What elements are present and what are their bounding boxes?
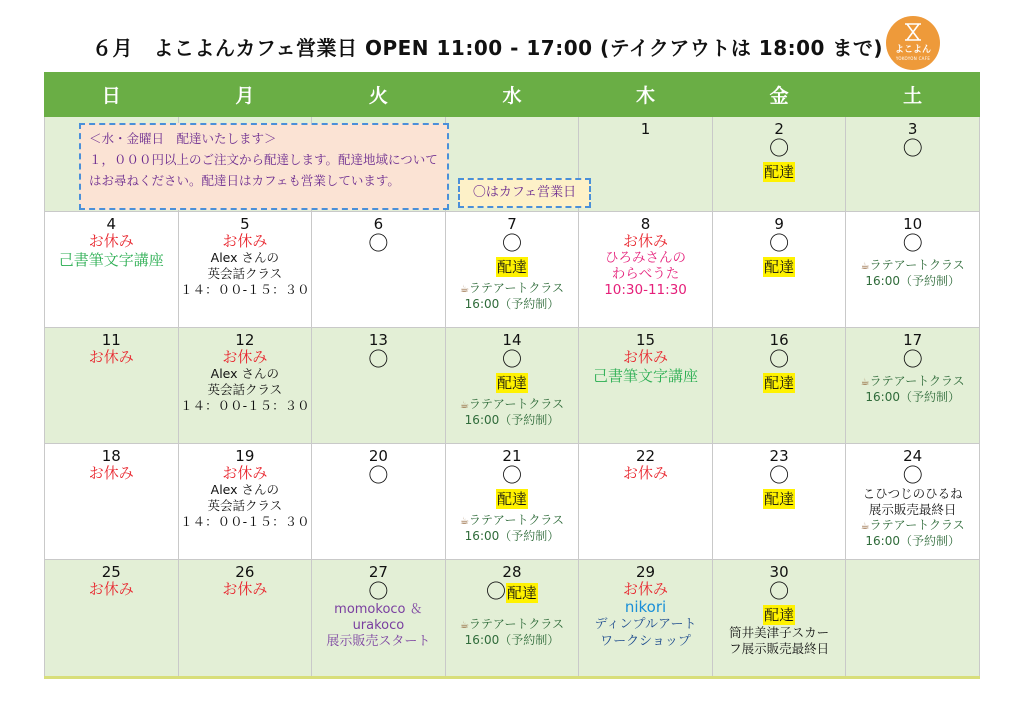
- day-cell-7: [445, 212, 579, 328]
- delivery-badge: 配達: [496, 490, 527, 508]
- english-class-line-1: Alex さんの: [210, 366, 280, 381]
- day-cell-19: [178, 444, 312, 560]
- delivery-notice: [79, 123, 449, 210]
- latte-cup-icon: ☕: [459, 400, 469, 411]
- day-number: 10: [903, 215, 923, 233]
- latte-art-time: 16:00（予約制）: [464, 297, 560, 311]
- day-number: 20: [368, 447, 388, 465]
- day-number: 17: [903, 331, 923, 349]
- open-mark: 〇: [368, 463, 389, 487]
- closed-label: お休み: [222, 464, 268, 482]
- weekday-tue: 火: [312, 73, 446, 117]
- workshop-line-3: ワークショップ: [600, 634, 691, 649]
- latte-art-time: 16:00（予約制）: [865, 390, 960, 404]
- latte-art-title: ラテアートクラス: [468, 513, 564, 527]
- day-cell-22: [579, 444, 713, 560]
- day-number: 24: [903, 447, 923, 465]
- closed-label: お休み: [88, 348, 134, 366]
- open-mark: 〇: [485, 579, 506, 603]
- delivery-badge: 配達: [496, 258, 527, 276]
- day-cell-23: [712, 444, 846, 560]
- day-cell-26: [178, 560, 312, 678]
- latte-cup-icon: ☕: [459, 284, 469, 295]
- delivery-badge: 配達: [764, 374, 795, 392]
- closed-label: お休み: [623, 232, 669, 250]
- open-mark: 〇: [769, 463, 790, 487]
- day-cell-18: [45, 444, 179, 560]
- exhibition-line-2: 展示販売最終日: [868, 502, 957, 517]
- open-mark: 〇: [368, 231, 389, 255]
- day-number: 22: [635, 447, 656, 465]
- latte-cup-icon: ☕: [860, 261, 870, 272]
- day-cell-13: [312, 328, 446, 444]
- day-number: 13: [368, 331, 388, 349]
- latte-art-class: [446, 617, 579, 633]
- english-class-line-1: Alex さんの: [210, 250, 280, 265]
- english-class-time: １４：００-１５：３０: [180, 398, 310, 413]
- weekday-thu: 木: [579, 73, 713, 117]
- closed-label: お休み: [623, 348, 669, 366]
- day-cell-24: [846, 444, 980, 560]
- calligraphy-event: 己書筆文字講座: [58, 251, 164, 269]
- english-class-time: １４：００-１５：３０: [180, 282, 310, 297]
- legend-box: 〇はカフェ営業日: [458, 178, 591, 208]
- day-cell-30: [712, 560, 846, 678]
- english-class-line-2: 英会話クラス: [207, 266, 283, 281]
- day-cell-11: [45, 328, 179, 444]
- english-class-time: １４：００-１５：３０: [180, 514, 310, 529]
- open-mark: 〇: [501, 231, 522, 255]
- open-mark: 〇: [902, 136, 923, 160]
- latte-art-title: ラテアートクラス: [468, 397, 564, 411]
- open-mark: 〇: [769, 347, 790, 371]
- latte-art-class: [846, 374, 979, 390]
- latte-cup-icon: ☕: [860, 377, 870, 388]
- exhibition-line-1: こひつじのひるね: [862, 486, 963, 501]
- day-cell-20: [312, 444, 446, 560]
- weekday-sun: 日: [45, 73, 179, 117]
- exhibition-line-1: 筒井美津子スカー: [729, 625, 830, 640]
- day-number: 7: [507, 215, 517, 233]
- open-mark: 〇: [501, 347, 522, 371]
- day-cell-2: [712, 117, 846, 212]
- open-mark: 〇: [769, 136, 790, 160]
- closed-label: お休み: [88, 580, 134, 598]
- day-number: 2: [774, 120, 784, 138]
- latte-art-class: [446, 397, 579, 413]
- day-cell-17: [846, 328, 980, 444]
- day-number: 5: [240, 215, 250, 233]
- day-number: 28: [502, 563, 522, 581]
- warabeuta-time: 10:30-11:30: [604, 282, 687, 298]
- day-cell-5: [178, 212, 312, 328]
- day-cell-12: [178, 328, 312, 444]
- latte-art-class: [446, 513, 579, 529]
- closed-label: お休み: [222, 232, 268, 250]
- weekday-header-row: [45, 73, 980, 117]
- open-mark: 〇: [501, 463, 522, 487]
- exhibition-line-2: urakoco: [352, 618, 405, 633]
- day-number: 14: [502, 331, 522, 349]
- day-number: 19: [235, 447, 255, 465]
- english-class-line-2: 英会話クラス: [207, 498, 283, 513]
- exhibition-line-2: フ展示販売最終日: [729, 641, 830, 656]
- week-row-3: [45, 328, 980, 444]
- day-cell-8: [579, 212, 713, 328]
- week-row-4: [45, 444, 980, 560]
- open-mark: 〇: [368, 579, 389, 603]
- delivery-badge: 配達: [764, 606, 795, 624]
- day-cell-28: [445, 560, 579, 678]
- workshop-line-2: ディンプルアート: [594, 617, 697, 632]
- day-number: 30: [769, 563, 789, 581]
- day-cell-6: [312, 212, 446, 328]
- open-mark: 〇: [902, 463, 923, 487]
- latte-art-time: 16:00（予約制）: [464, 529, 560, 543]
- day-cell-empty: [846, 560, 980, 678]
- day-number: 9: [774, 215, 784, 233]
- day-number: 1: [640, 120, 651, 138]
- day-number: 15: [635, 331, 656, 349]
- day-cell-14: [445, 328, 579, 444]
- day-number: 3: [907, 120, 918, 138]
- english-class-line-2: 英会話クラス: [207, 382, 283, 397]
- open-mark: 〇: [902, 231, 923, 255]
- day-cell-10: [846, 212, 980, 328]
- day-number: 23: [769, 447, 789, 465]
- delivery-badge: 配達: [496, 374, 527, 392]
- delivery-badge: 配達: [764, 490, 795, 508]
- latte-art-time: 16:00（予約制）: [865, 274, 960, 288]
- page-title: ６月 よこよんカフェ営業日 OPEN 11:00 - 17:00 (テイクアウトは 18:00 まで): [92, 36, 884, 60]
- latte-art-title: ラテアートクラス: [468, 617, 564, 631]
- open-mark: 〇: [769, 231, 790, 255]
- latte-art-class: [846, 518, 979, 534]
- day-number: 11: [101, 331, 121, 349]
- day-cell-29: [579, 560, 713, 678]
- day-number: 29: [635, 563, 656, 581]
- day-cell-9: [712, 212, 846, 328]
- hourglass-icon: [903, 23, 923, 41]
- notice-body: １，０００円以上のご注文から配達します。配達地域についてはお尋ねください。配達日はカフェも営業しています。: [89, 152, 438, 188]
- day-cell-21: [445, 444, 579, 560]
- day-number: 18: [101, 447, 121, 465]
- closed-label: お休み: [222, 580, 268, 598]
- open-mark: 〇: [368, 347, 389, 371]
- latte-art-title: ラテアートクラス: [869, 258, 965, 272]
- notice-heading: ＜水・金曜日 配達いたします＞: [89, 131, 277, 146]
- latte-art-title: ラテアートクラス: [869, 374, 965, 388]
- latte-art-title: ラテアートクラス: [869, 518, 965, 532]
- weekday-mon: 月: [178, 73, 312, 117]
- latte-cup-icon: ☕: [860, 521, 870, 532]
- day-number: 6: [373, 215, 384, 233]
- closed-label: お休み: [88, 464, 134, 482]
- day-number: 16: [769, 331, 789, 349]
- weekday-wed: 水: [445, 73, 579, 117]
- day-cell-1: [579, 117, 713, 212]
- weekday-sat: 土: [846, 73, 980, 117]
- day-number: 21: [502, 447, 522, 465]
- day-cell-15: [579, 328, 713, 444]
- day-number: 27: [368, 563, 388, 581]
- day-number: 26: [235, 563, 255, 581]
- delivery-badge: 配達: [764, 258, 795, 276]
- open-delivery-line: [446, 580, 579, 603]
- closed-label: お休み: [222, 348, 268, 366]
- day-number: 25: [101, 563, 121, 581]
- logo-name: よこよん: [894, 45, 931, 55]
- day-number: 12: [235, 331, 255, 349]
- latte-cup-icon: ☕: [459, 620, 469, 631]
- english-class-line-1: Alex さんの: [210, 482, 280, 497]
- latte-cup-icon: ☕: [459, 516, 469, 527]
- latte-art-class: [846, 258, 979, 274]
- day-cell-3: [846, 117, 980, 212]
- day-cell-25: [45, 560, 179, 678]
- latte-art-time: 16:00（予約制）: [464, 413, 560, 427]
- closed-label: お休み: [623, 464, 669, 482]
- day-cell-4: [45, 212, 179, 328]
- calligraphy-event: 己書筆文字講座: [593, 367, 699, 385]
- cafe-logo: [886, 16, 940, 70]
- day-cell-16: [712, 328, 846, 444]
- delivery-badge: 配達: [506, 584, 537, 602]
- closed-label: お休み: [623, 580, 669, 598]
- latte-art-title: ラテアートクラス: [468, 281, 564, 295]
- day-number: 4: [106, 215, 117, 233]
- delivery-badge: 配達: [764, 163, 795, 181]
- day-cell-27: [312, 560, 446, 678]
- exhibition-line-1: momokoco ＆: [334, 602, 423, 617]
- day-number: 8: [640, 215, 651, 233]
- week-row-5: [45, 560, 980, 678]
- warabeuta-line-2: わらべうた: [611, 266, 680, 282]
- closed-label: お休み: [88, 232, 134, 250]
- logo-subtitle: YOKOYON CAFE: [895, 56, 931, 61]
- week-row-2: [45, 212, 980, 328]
- open-mark: 〇: [769, 579, 790, 603]
- open-mark: 〇: [902, 347, 923, 371]
- workshop-line-1: nikori: [624, 598, 667, 616]
- weekday-fri: 金: [712, 73, 846, 117]
- warabeuta-line-1: ひろみさんの: [605, 250, 687, 266]
- latte-art-class: [446, 281, 579, 297]
- latte-art-time: 16:00（予約制）: [464, 633, 560, 647]
- exhibition-line-3: 展示販売スタート: [326, 634, 431, 649]
- latte-art-time: 16:00（予約制）: [865, 534, 960, 548]
